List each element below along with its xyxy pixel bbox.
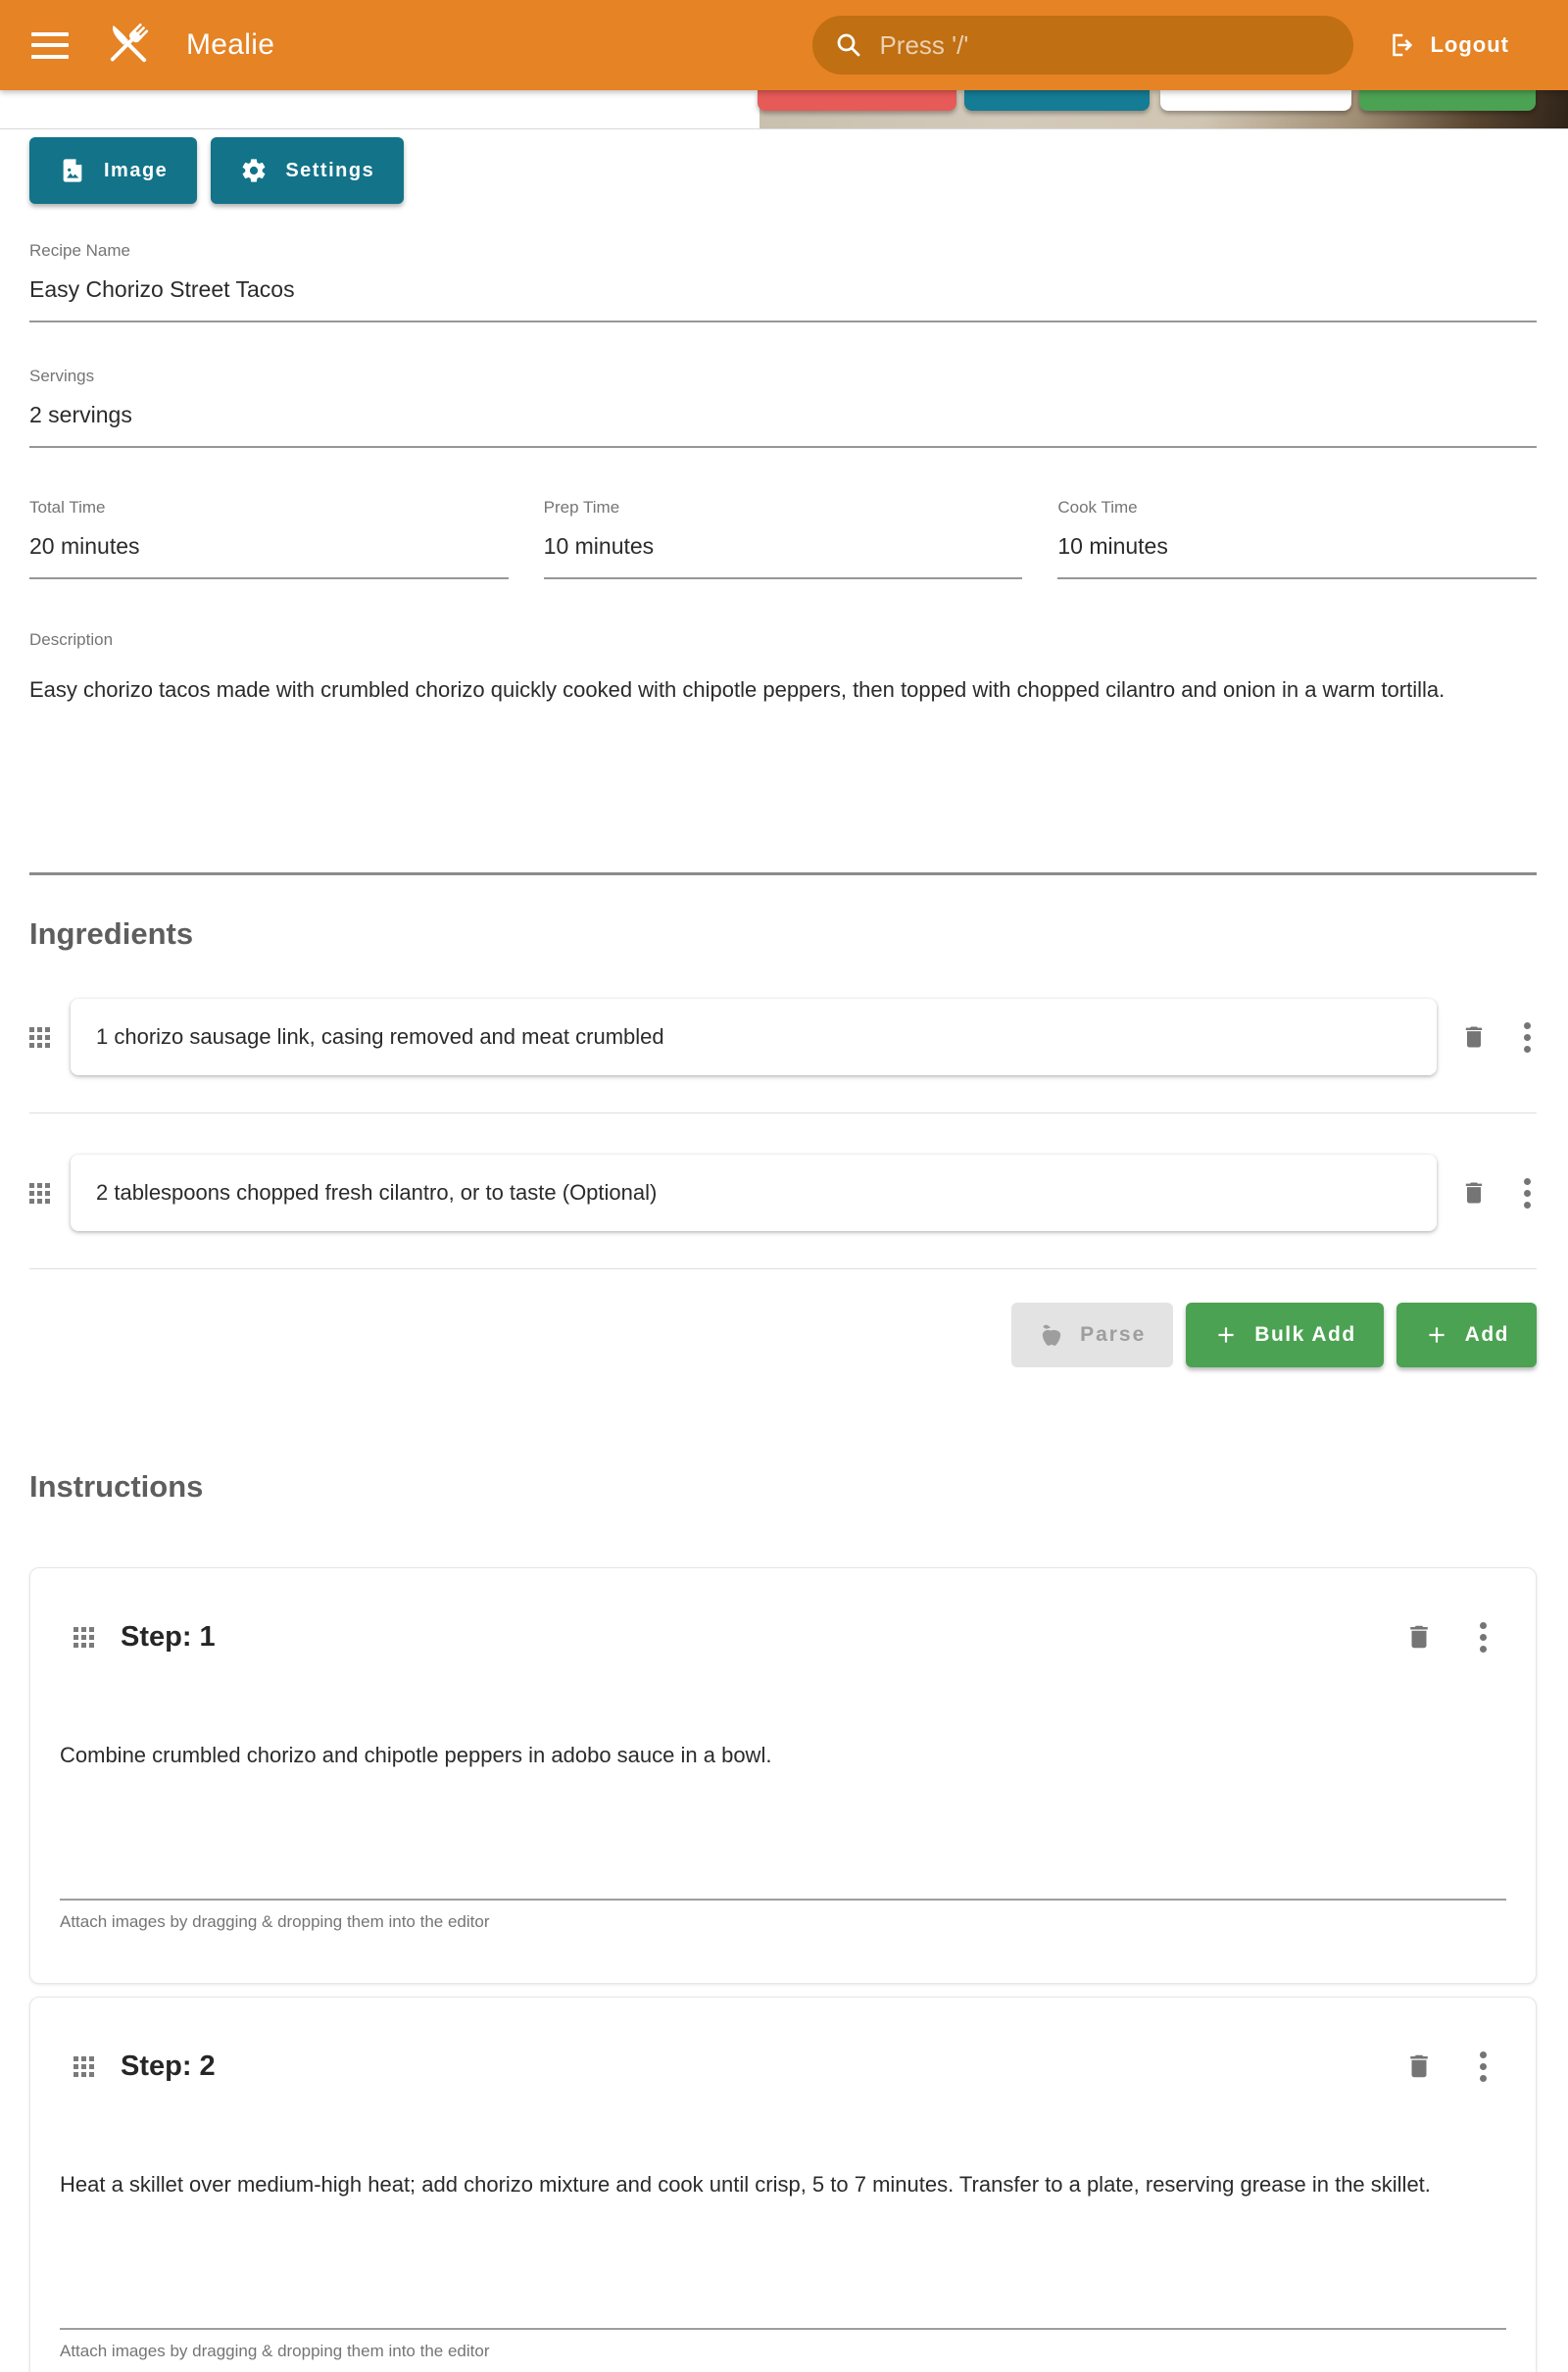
delete-ingredient-button[interactable] [1460, 1022, 1488, 1052]
drag-handle-icon[interactable] [29, 1027, 51, 1048]
trash-icon [1460, 1022, 1488, 1052]
description-field [29, 630, 1537, 875]
recipe-editor [0, 137, 1568, 2372]
ingredient-row [29, 1155, 1537, 1231]
attach-images-hint: Attach images by dragging & dropping them into the editor [60, 2342, 490, 2360]
instruction-step-card [29, 1567, 1537, 1984]
recipe-photo [760, 90, 1568, 128]
settings-button[interactable] [211, 137, 404, 204]
app-header [0, 0, 1568, 90]
drag-handle-icon[interactable] [74, 2056, 95, 2077]
ingredients-heading: Ingredients [29, 916, 194, 951]
gear-icon [240, 157, 268, 184]
hero-action-chip-white[interactable] [1160, 90, 1351, 111]
step-text-editor[interactable]: Heat a skillet over medium-high heat; add chorizo mixture and cook until crisp, 5 to 7 minutes. Transfer to a plate, reserving grease in the skillet. [60, 2156, 1506, 2330]
ingredient-divider [29, 1268, 1537, 1269]
total-time-input[interactable]: 20 minutes [29, 533, 509, 579]
trash-icon [1404, 1621, 1434, 1653]
search-input[interactable] [879, 30, 1332, 61]
ingredient-menu-button[interactable] [1517, 1022, 1537, 1053]
total-time-label: Total Time [29, 498, 106, 517]
logout-button[interactable] [1387, 30, 1509, 60]
logout-icon [1387, 30, 1416, 60]
fork-knife-logo-icon [100, 17, 157, 74]
search-bar[interactable] [812, 16, 1353, 74]
ingredient-actions [29, 1303, 1537, 1367]
ingredient-input[interactable]: 1 chorizo sausage link, casing removed and meat crumbled [71, 999, 1437, 1075]
app-title: Mealie [186, 28, 275, 61]
hero-action-chip-red[interactable] [758, 90, 956, 111]
parse-button[interactable] [1011, 1303, 1173, 1367]
recipe-name-input[interactable]: Easy Chorizo Street Tacos [29, 276, 1537, 322]
logout-label: Logout [1430, 32, 1509, 57]
cook-time-label: Cook Time [1057, 498, 1138, 517]
servings-field [29, 367, 1537, 448]
image-file-icon [59, 157, 86, 184]
delete-step-button[interactable] [1404, 1621, 1434, 1653]
attach-images-hint: Attach images by dragging & dropping them into the editor [60, 1912, 490, 1931]
hero-band [0, 90, 1568, 129]
step-menu-button[interactable] [1473, 1622, 1493, 1653]
search-icon [834, 30, 863, 60]
servings-label: Servings [29, 367, 95, 385]
ingredient-row [29, 999, 1537, 1075]
ingredient-input[interactable]: 2 tablespoons chopped fresh cilantro, or to taste (Optional) [71, 1155, 1437, 1231]
plus-icon [1213, 1322, 1239, 1348]
cook-time-field [1057, 498, 1537, 579]
delete-ingredient-button[interactable] [1460, 1178, 1488, 1208]
image-button[interactable] [29, 137, 197, 204]
cook-time-input[interactable]: 10 minutes [1057, 533, 1537, 579]
parse-button-label: Parse [1080, 1323, 1147, 1346]
drag-handle-icon[interactable] [29, 1183, 51, 1204]
apple-icon [1039, 1322, 1064, 1348]
plus-icon [1424, 1322, 1449, 1348]
recipe-name-field [29, 241, 1537, 322]
editor-toolbar [29, 137, 1537, 204]
step-menu-button[interactable] [1473, 2051, 1493, 2082]
servings-input[interactable]: 2 servings [29, 402, 1537, 448]
bulk-add-button[interactable] [1186, 1303, 1383, 1367]
description-label: Description [29, 630, 114, 649]
step-title: Step: 2 [121, 2050, 216, 2082]
drag-handle-icon[interactable] [74, 1627, 95, 1648]
ingredient-divider [29, 1112, 1537, 1113]
description-textarea[interactable]: Easy chorizo tacos made with crumbled chorizo quickly cooked with chipotle peppers, then topped with chopped cilantro and onion in a warm tortilla. [29, 662, 1537, 875]
menu-icon[interactable] [31, 32, 69, 59]
image-button-label: Image [104, 159, 169, 181]
hero-action-chip-green[interactable] [1359, 90, 1536, 111]
prep-time-input[interactable]: 10 minutes [544, 533, 1023, 579]
time-row [29, 498, 1537, 579]
step-title: Step: 1 [121, 1620, 216, 1653]
instruction-step-card [29, 1997, 1537, 2372]
delete-step-button[interactable] [1404, 2051, 1434, 2082]
recipe-name-label: Recipe Name [29, 241, 130, 260]
prep-time-field [544, 498, 1023, 579]
step-header [74, 1617, 1493, 1656]
instructions-heading: Instructions [29, 1469, 204, 1504]
total-time-field [29, 498, 509, 579]
prep-time-label: Prep Time [543, 498, 620, 517]
bulk-add-button-label: Bulk Add [1254, 1323, 1356, 1346]
step-text-editor[interactable]: Combine crumbled chorizo and chipotle peppers in adobo sauce in a bowl. [60, 1727, 1506, 1901]
hero-action-chip-teal[interactable] [964, 90, 1150, 111]
add-button-label: Add [1464, 1323, 1509, 1346]
trash-icon [1460, 1178, 1488, 1208]
ingredient-menu-button[interactable] [1517, 1178, 1537, 1209]
trash-icon [1404, 2051, 1434, 2082]
add-ingredient-button[interactable] [1396, 1303, 1537, 1367]
settings-button-label: Settings [285, 159, 375, 181]
step-header [74, 2047, 1493, 2086]
